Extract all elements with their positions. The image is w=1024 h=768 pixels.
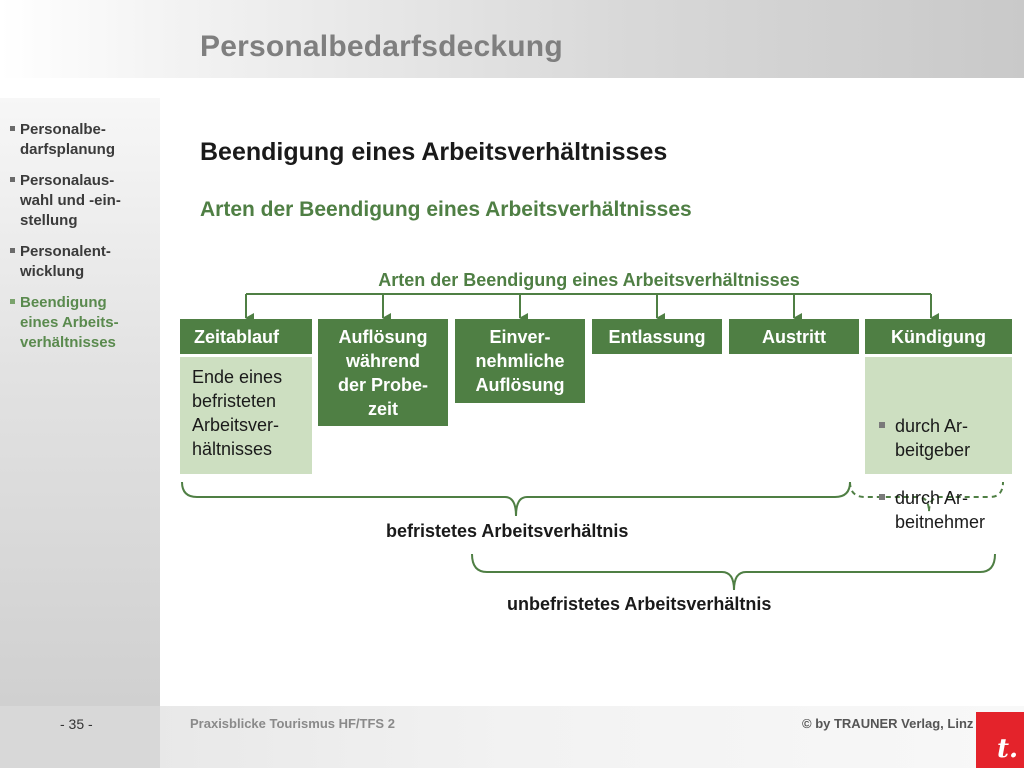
type-box-kuendigung: Kündigung [865, 319, 1012, 354]
sidebar-item-personalentwicklung[interactable] [10, 242, 155, 282]
sidebar-item-personalauswahl[interactable] [10, 171, 155, 231]
footer-course-title: Praxisblicke Tourismus HF/TFS 2 [190, 716, 395, 731]
bullet-item: durch Ar- beitnehmer [875, 486, 1008, 534]
type-box-austritt: Austritt [729, 319, 859, 354]
sidebar-item-label: Personalent- wicklung [20, 243, 111, 280]
description-zeitablauf: Ende eines befristeten Arbeitsver- hältnisses [180, 357, 312, 474]
sidebar-item-beendigung[interactable] [10, 293, 155, 353]
type-box-aufloesung-probezeit: Auflösung während der Probe- zeit [318, 319, 448, 426]
sidebar-item-label: Beendigung eines Arbeits- verhältnisses [20, 294, 119, 351]
type-box-einvernehmliche-aufloesung: Einver- nehmliche Auflösung [455, 319, 585, 403]
sidebar-item-personalbedarfsplanung[interactable] [10, 120, 155, 160]
sidebar-item-label: Personalaus- wahl und -ein- stellung [20, 172, 121, 229]
bullet-item: durch Ar- beitgeber [875, 414, 1008, 462]
publisher-logo [976, 712, 1024, 768]
diagram-root-label: Arten der Beendigung eines Arbeitsverhältnisses [378, 270, 800, 290]
brace-label-unbefristet: unbefristetes Arbeitsverhältnis [507, 594, 772, 614]
brace-label-befristet: befristetes Arbeitsverhältnis [386, 521, 629, 541]
sidebar-item-label: Personalbe- darfsplanung [20, 121, 116, 158]
kuendigung-bullet-list [875, 390, 1008, 558]
befristet-brace [182, 482, 850, 516]
footer-copyright: © by TRAUNER Verlag, Linz [802, 716, 974, 731]
page-number: - 35 - [60, 716, 93, 732]
description-kuendigung [865, 357, 1012, 532]
section-subheading: Arten der Beendigung eines Arbeitsverhältnisses [200, 198, 692, 221]
type-box-zeitablauf: Zeitablauf [180, 319, 312, 354]
type-box-entlassung: Entlassung [592, 319, 722, 354]
sidebar-nav [10, 120, 155, 364]
section-heading: Beendigung eines Arbeitsverhältnisses [200, 138, 668, 166]
logo-text: t. [996, 734, 1018, 764]
page-title: Personalbedarfsdeckung [200, 30, 563, 63]
